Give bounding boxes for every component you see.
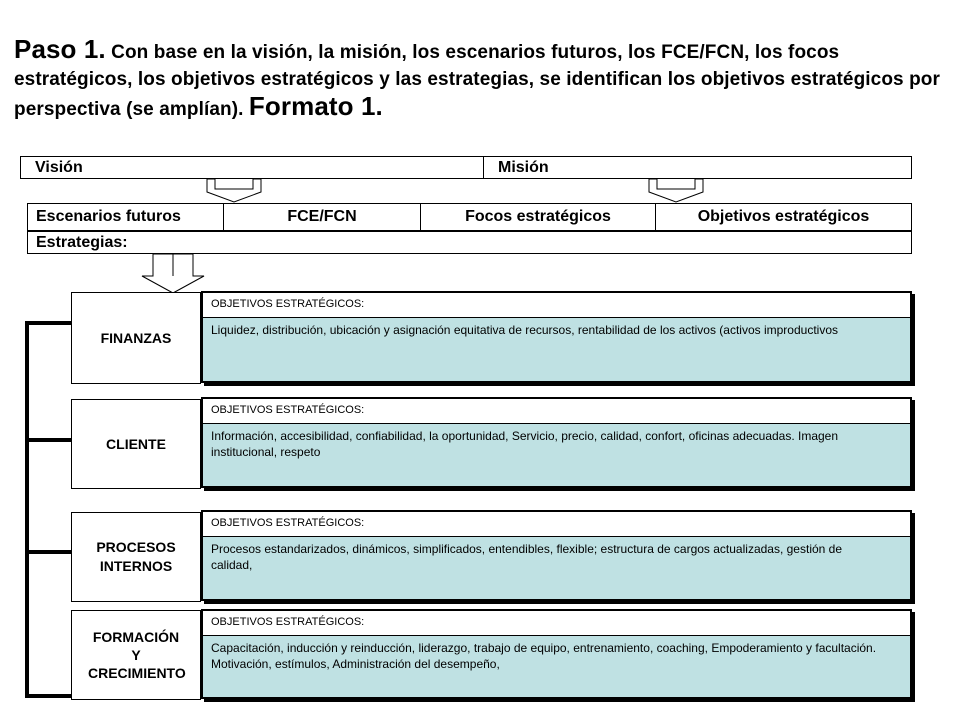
objetivos-cell xyxy=(655,204,911,230)
vision-cell xyxy=(21,157,483,178)
objectives-header: OBJETIVOS ESTRATÉGICOS: xyxy=(203,512,910,537)
objectives-header: OBJETIVOS ESTRATÉGICOS: xyxy=(203,399,910,424)
strategies-cell xyxy=(28,232,911,253)
down-arrow-right xyxy=(648,179,704,203)
focos-cell xyxy=(420,204,655,230)
bracket-arm-cliente xyxy=(25,438,72,442)
title-text: Con base en la visión, la misión, los escenarios futuros, los FCE/FCN, los focos estratégicos, los objetivos estratégicos y las estrategias, se identifican los objetivos estratégicos por perspectiva (se amplían) xyxy=(14,42,940,120)
focos-label: Focos estratégicos xyxy=(465,208,611,225)
perspective-finanzas xyxy=(71,292,201,384)
title-dot: . xyxy=(238,99,249,120)
objectives-formacion xyxy=(201,609,912,699)
page-title xyxy=(14,36,949,123)
objectives-text: Capacitación, inducción y reinducción, liderazgo, trabajo de equipo, entrenamiento, coaching, Empoderamiento y facultación. Motivación, estímulos, Administración del desempeño, xyxy=(211,641,877,671)
strategies-label: Estrategias: xyxy=(36,233,128,251)
vision-label: Visión xyxy=(35,158,83,176)
bracket-arm-procesos xyxy=(25,550,72,554)
perspective-label: CLIENTE xyxy=(106,435,166,452)
fce-cell xyxy=(223,204,420,230)
objectives-text: Procesos estandarizados, dinámicos, simplificados, entendibles, flexible; estructura de cargos actualizadas, gestión de calidad, xyxy=(211,542,843,572)
bracket-vertical xyxy=(25,321,29,697)
perspective-label: FINANZAS xyxy=(100,329,172,346)
objetivos-label: Objetivos estratégicos xyxy=(697,208,870,225)
bracket-arm-finanzas xyxy=(25,321,72,325)
perspective-label: PROCESOS INTERNOS xyxy=(96,539,176,574)
objectives-text: Información, accesibilidad, confiabilidad, la oportunidad, Servicio, precio, calidad, confort, oficinas adecuadas. Imagen institucional, respeto xyxy=(211,429,839,459)
mission-label: Misión xyxy=(498,158,549,176)
perspective-cliente xyxy=(71,399,201,489)
objectives-procesos xyxy=(201,510,912,601)
strategies-row xyxy=(27,231,912,254)
objectives-cliente xyxy=(201,397,912,488)
objectives-header: OBJETIVOS ESTRATÉGICOS: xyxy=(203,293,910,318)
fce-label: FCE/FCN xyxy=(287,208,357,225)
perspective-formacion xyxy=(71,610,201,700)
vision-mission-row xyxy=(20,156,912,179)
down-arrow-strategies xyxy=(140,254,206,294)
down-arrow-left xyxy=(206,179,262,203)
mission-cell xyxy=(483,157,911,178)
escenarios-cell xyxy=(28,204,223,230)
factors-row xyxy=(27,203,912,231)
escenarios-label: Escenarios futuros xyxy=(36,208,181,225)
objectives-text: Liquidez, distribución, ubicación y asignación equitativa de recursos, rentabilidad de los activos (activos improductivos xyxy=(211,323,838,337)
title-format: Formato 1. xyxy=(248,91,383,121)
bracket-arm-formacion xyxy=(25,694,72,698)
objectives-header: OBJETIVOS ESTRATÉGICOS: xyxy=(203,611,910,636)
objectives-finanzas xyxy=(201,291,912,383)
perspective-label: FORMACIÓN Y CRECIMIENTO xyxy=(88,629,186,681)
perspective-procesos xyxy=(71,512,201,602)
title-lead: Paso 1. xyxy=(14,34,106,64)
